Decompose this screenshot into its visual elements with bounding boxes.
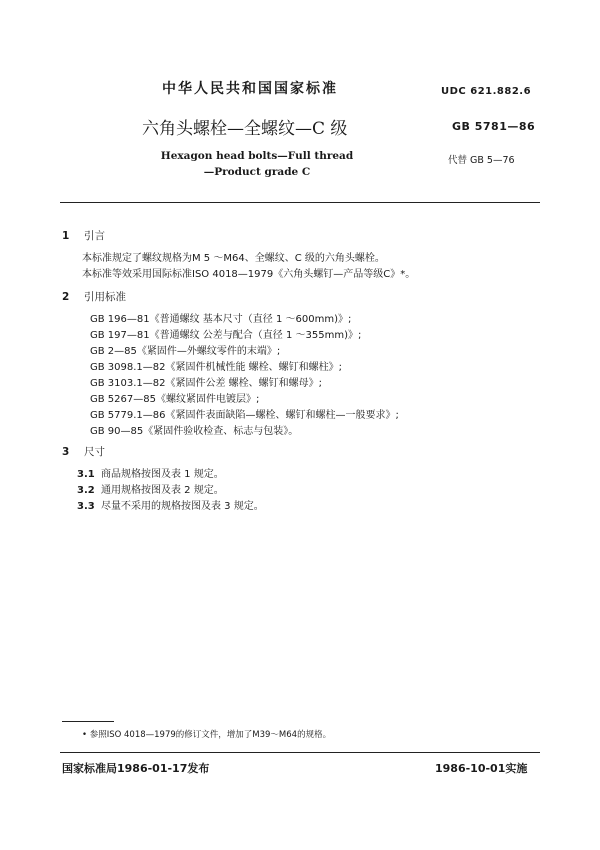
- subsection-item: [77, 481, 224, 496]
- subsection-item: [77, 497, 264, 512]
- section-1-title: 引言: [84, 230, 105, 242]
- subsection-number: 3.1: [77, 469, 95, 480]
- reference-item: GB 197—81《普通螺纹 公差与配合（直径 1 ～355mm)》;: [90, 330, 362, 341]
- subsection-number: 3.3: [77, 501, 95, 512]
- reference-item: GB 3098.1—82《紧固件机械性能 螺栓、螺钉和螺柱》;: [90, 362, 343, 373]
- issue-date: 国家标准局1986-01-17发布: [62, 762, 210, 775]
- document-title-zh: 六角头螺栓—全螺纹—C 级: [142, 119, 348, 139]
- implementation-date: 1986-10-01实施: [435, 762, 528, 775]
- section-3-number: 3: [62, 446, 70, 458]
- section-3-title: 尺寸: [84, 446, 105, 458]
- reference-item: GB 5267—85《螺纹紧固件电镀层》;: [90, 394, 260, 405]
- subsection-item: [77, 465, 224, 480]
- reference-item: GB 90—85《紧固件验收检查、标志与包装》。: [90, 426, 299, 437]
- section-1-paragraph: 本标准规定了螺纹规格为M 5 ～M64、全螺纹、C 级的六角头螺栓。: [82, 253, 385, 264]
- section-1-number: 1: [62, 230, 70, 242]
- footer-divider: [60, 752, 540, 753]
- footnote-divider: [62, 721, 114, 722]
- replaces-standard: 代替 GB 5—76: [448, 155, 515, 166]
- header-divider: [60, 202, 540, 203]
- gb-standard-number: GB 5781—86: [452, 120, 536, 133]
- document-title-en-line1: Hexagon head bolts—Full thread: [160, 150, 354, 162]
- section-1-paragraph: 本标准等效采用国际标准ISO 4018—1979《六角头螺钉—产品等级C》*。: [82, 269, 416, 280]
- section-2-title: 引用标准: [84, 291, 126, 303]
- footnote: • 参照ISO 4018—1979的修订文件，增加了M39～M64的规格。: [82, 730, 332, 740]
- section-2-heading: [62, 289, 126, 304]
- reference-item: GB 3103.1—82《紧固件公差 螺栓、螺钉和螺母》;: [90, 378, 323, 389]
- section-2-number: 2: [62, 291, 70, 303]
- section-1-heading: [62, 228, 105, 243]
- reference-item: GB 5779.1—86《紧固件表面缺陷—螺栓、螺钉和螺柱—一般要求》;: [90, 410, 399, 421]
- subsection-number: 3.2: [77, 485, 95, 496]
- subsection-text: 商品规格按图及表 1 规定。: [101, 469, 224, 480]
- reference-item: GB 196—81《普通螺纹 基本尺寸（直径 1 ～600mm)》;: [90, 314, 352, 325]
- reference-item: GB 2—85《紧固件—外螺纹零件的末端》;: [90, 346, 281, 357]
- subsection-text: 通用规格按图及表 2 规定。: [101, 485, 224, 496]
- section-3-heading: [62, 444, 105, 459]
- subsection-text: 尽量不采用的规格按图及表 3 规定。: [101, 501, 264, 512]
- udc-code: UDC 621.882.6: [441, 86, 532, 97]
- standard-category-title: 中华人民共和国国家标准: [162, 81, 338, 97]
- document-title-en-line2: —Product grade C: [203, 166, 311, 178]
